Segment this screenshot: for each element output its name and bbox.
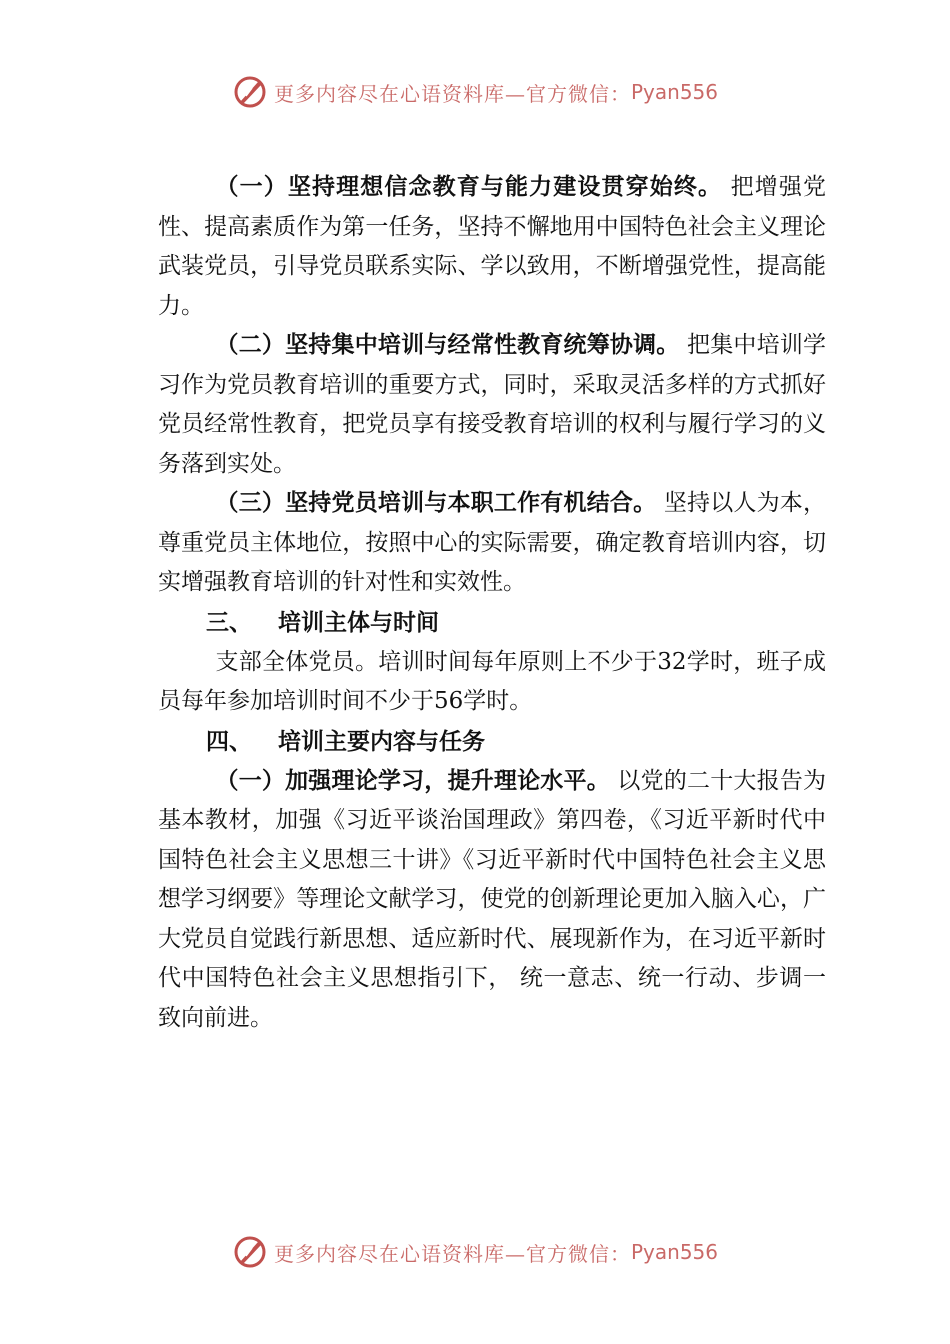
paragraph-1-body: 把增强党性、提高素质作为第一任务，坚持不懈地用中国特色社会主义理论武装党员，引导党员联系实际、学以致用，不断增强党性，提高能力。 [158,174,827,319]
heading-4-number: 四、 [206,728,252,755]
heading-4 [158,722,826,762]
paragraph-3-title: （三）坚持党员培训与本职工作有机结合。 [215,490,657,516]
document-body [158,168,826,1038]
paragraph-1 [158,168,826,326]
paragraph-2-body: 把集中培训学习作为党员教育培训的重要方式，同时，采取灵活多样的方式抓好党员经常性教育，把党员享有接受教育培训的权利与履行学习的义务落到实处。 [158,332,827,477]
pen-logo-icon [232,1234,268,1270]
paragraph-4-body: 支部全体党员。培训时间每年原则上不少于32学时，班子成员每年参加培训时间不少于56学时。 [158,648,826,714]
heading-3-number: 三、 [206,609,252,636]
paragraph-5-body: 以党的二十大报告为基本教材，加强《习近平谈治国理政》第四卷，《习近平新时代中国特色社会主义思想三十讲》《习近平新时代中国特色社会主义思想学习纲要》等理论文献学习，使党的创新理论更加入脑入心，广大党员自觉践行新思想、适应新时代、展现新作为，在习近平新时代中国特色社会主义思想指引下， 统一意志、统一行动、步调一致向前进。 [158,767,827,1031]
paragraph-5-title: （一）加强理论学习，提升理论水平。 [215,767,610,794]
watermark-wechat-id: Pyan556 [630,80,718,104]
paragraph-2 [158,326,826,484]
watermark-header [0,72,950,112]
pen-logo-icon [232,74,268,110]
heading-3 [158,603,826,643]
heading-4-title: 培训主要内容与任务 [278,728,485,755]
heading-3-title: 培训主体与时间 [278,609,439,636]
watermark-text: 更多内容尽在心语资料库—官方微信： [273,81,631,106]
paragraph-1-title: （一）坚持理想信念教育与能力建设贯穿始终。 [215,174,723,200]
watermark-wechat-id: Pyan556 [630,1240,718,1264]
paragraph-2-title: （二）坚持集中培训与经常性教育统筹协调。 [215,332,680,358]
watermark-footer [0,1232,950,1272]
paragraph-5 [158,762,826,1039]
paragraph-4 [158,643,826,722]
paragraph-3-body: 坚持以人为本，尊重党员主体地位，按照中心的实际需要，确定教育培训内容，切实增强教育培训的针对性和实效性。 [158,490,827,595]
watermark-text: 更多内容尽在心语资料库—官方微信： [273,1241,631,1266]
paragraph-3 [158,484,826,603]
